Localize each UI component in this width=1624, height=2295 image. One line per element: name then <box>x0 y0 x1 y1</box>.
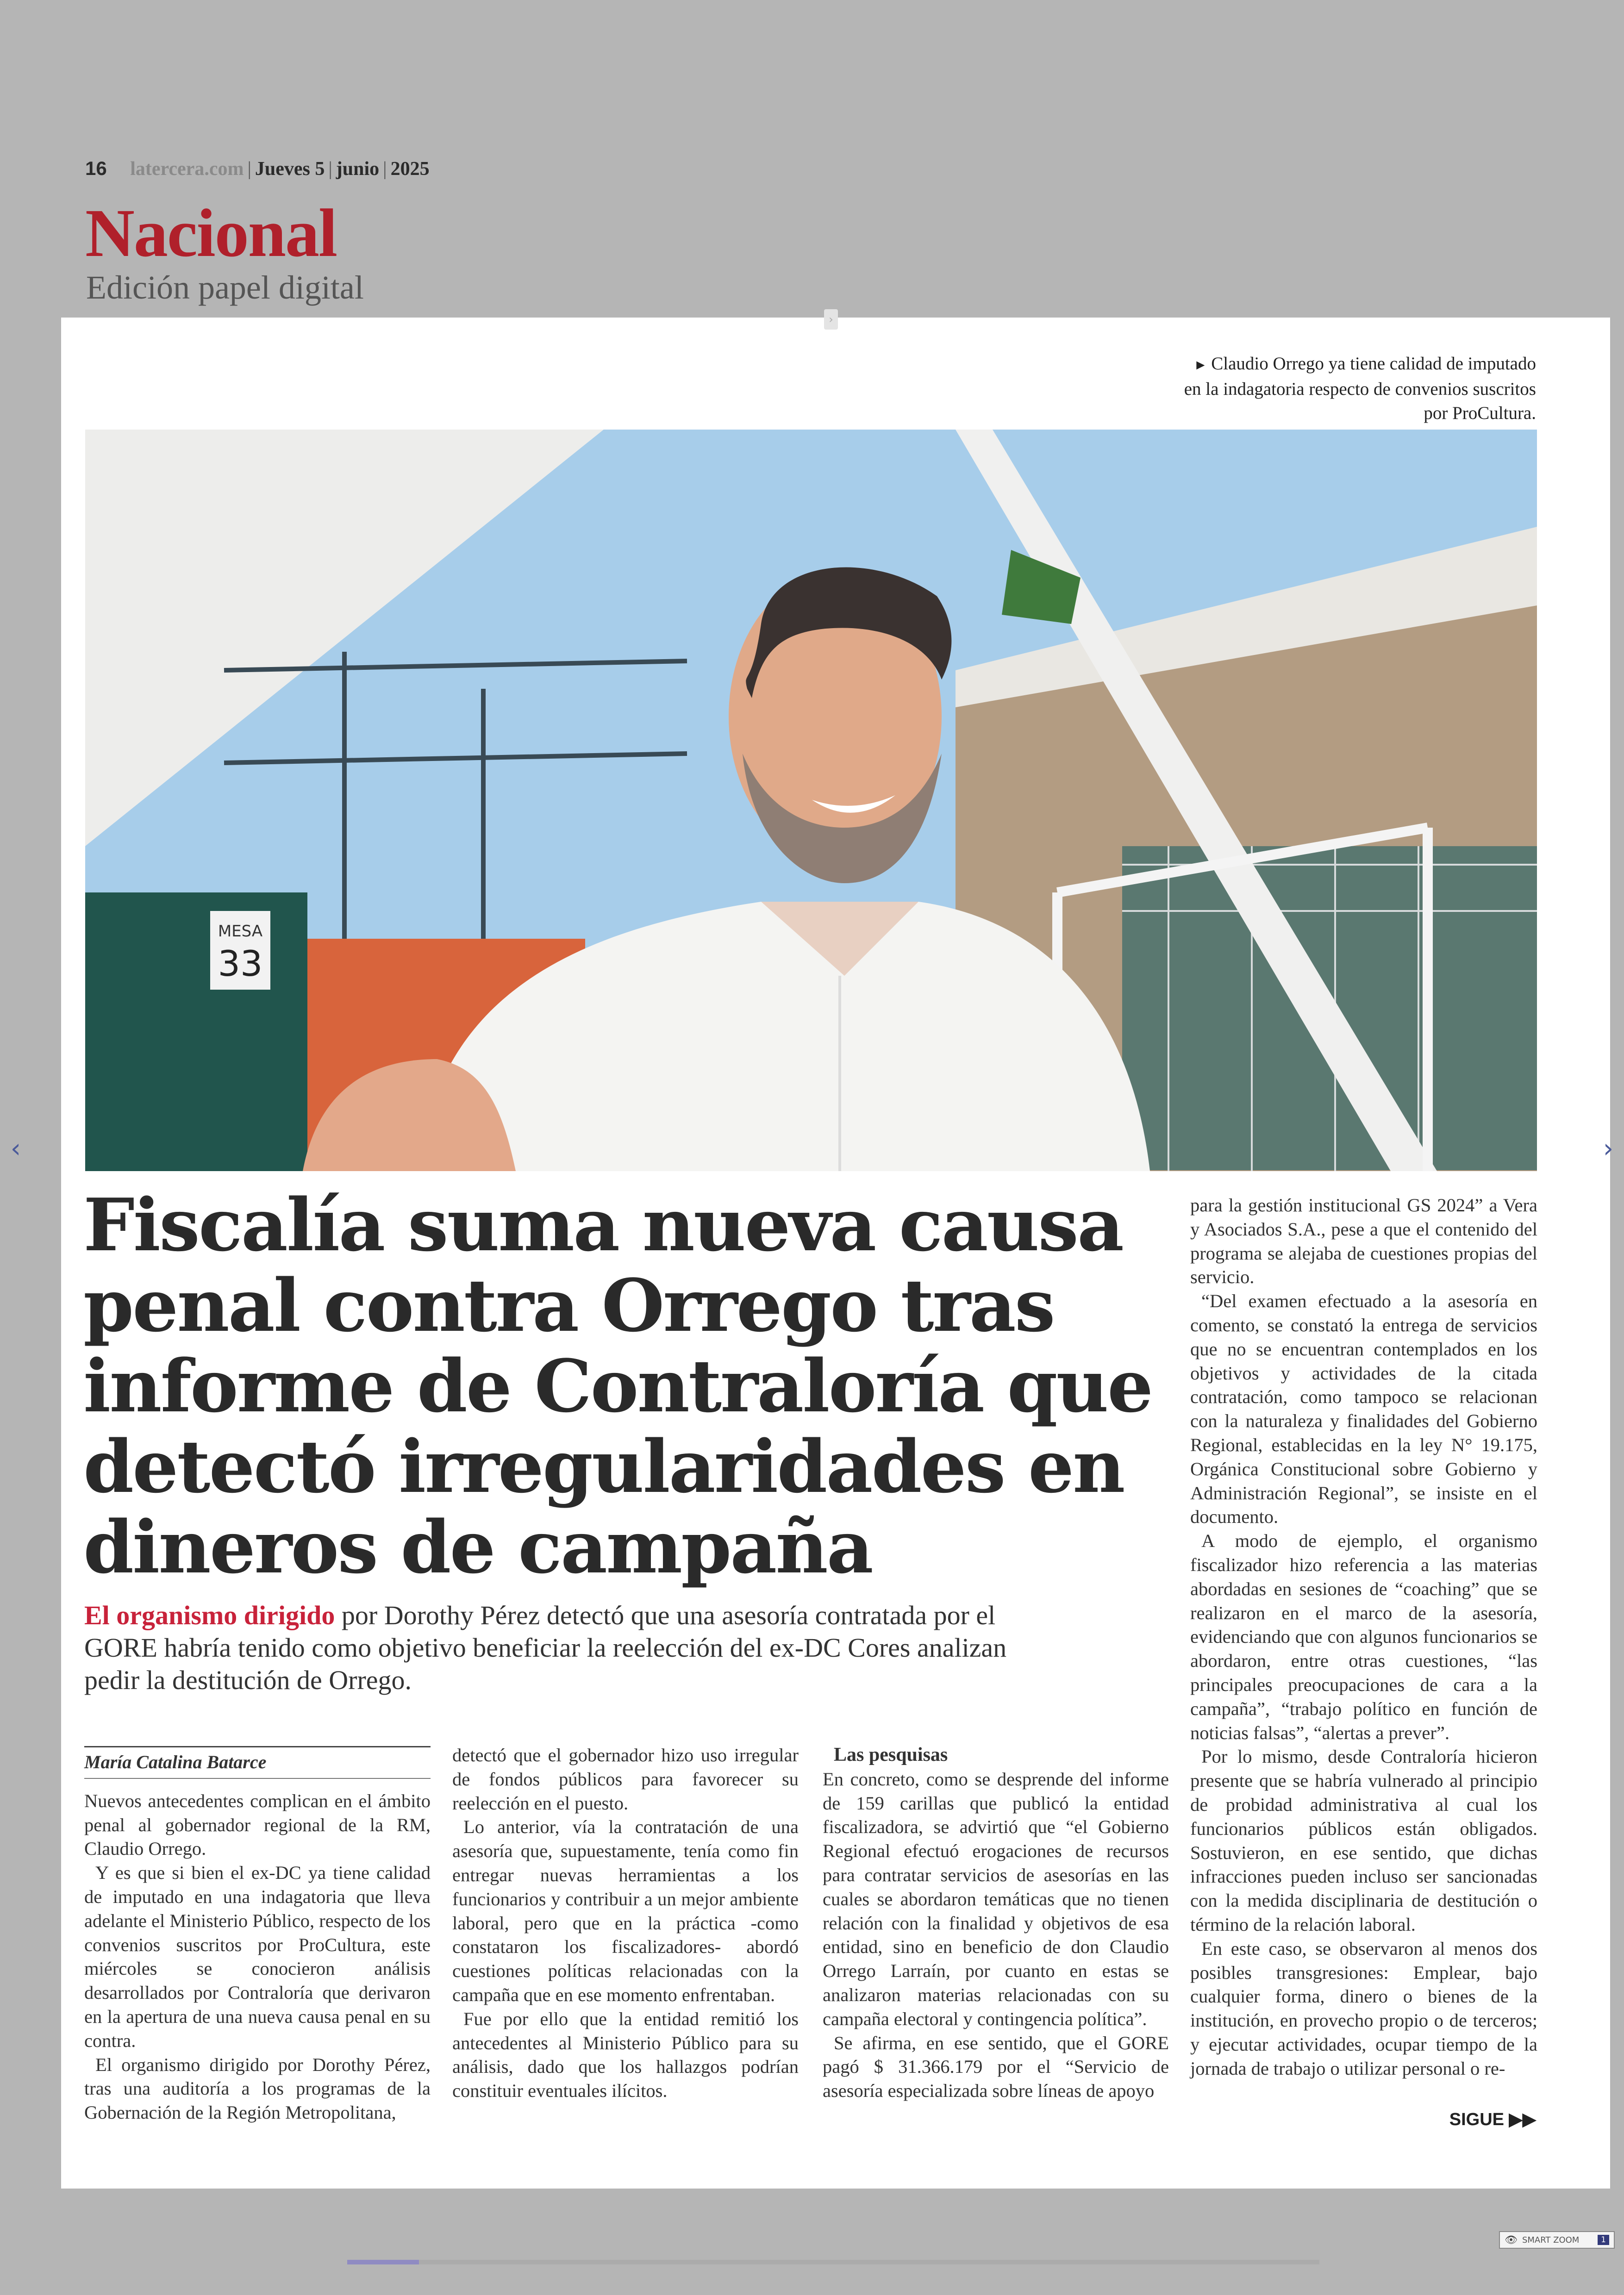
article-column-2 <box>452 1743 799 2103</box>
photo-sign-label: MESA <box>218 922 263 941</box>
byline: María Catalina Batarce <box>84 1746 431 1779</box>
smart-zoom-toggle[interactable] <box>1499 2231 1615 2249</box>
site-name: latercera.com <box>130 158 244 180</box>
deck-lead: El organismo dirigido <box>84 1600 335 1630</box>
article-headline: Fiscalía suma nueva causa penal contra Orrego tras informe de Contraloría que detectó irregularidades en dineros de campaña <box>83 1183 1152 1590</box>
article-column-4 <box>1190 1193 1537 2080</box>
photo-sign-number: 33 <box>218 943 263 984</box>
page-number: 16 <box>85 157 107 179</box>
article-photo <box>85 430 1537 1171</box>
smart-zoom-badge: 1 <box>1598 2235 1609 2245</box>
caption-marker-icon: ► <box>1193 357 1208 373</box>
paragraph: Se afirma, en ese sentido, que el GORE pagó $ 31.366.179 por el “Servicio de asesoría especializada sobre líneas de apoyo <box>823 2032 1169 2102</box>
paragraph: Lo anterior, vía la contratación de una asesoría que, supuestamente, tenía como fin entregar nuevas herramientas a los funcionarios y contribuir a un mejor ambiente laboral, pero que en la práctica -como constataron los fiscalizadores- abordó cuestiones políticas relacionadas con la campaña que en ese momento enfrentaban. <box>452 1816 799 2005</box>
paragraph: para la gestión institucional GS 2024” a Vera y Asociados S.A., pese a que el contenido del programa se alejaba de cuestiones propias del servicio. <box>1190 1195 1537 1288</box>
page-progress-bar[interactable] <box>347 2260 1319 2264</box>
paragraph: En concreto, como se desprende del informe de 159 carillas que publicó la entidad fiscalizadora, se advirtió que “el Gobierno Regional efectuó erogaciones de recursos para contratar servicios de asesorías en las cuales se abordaron temáticas que no tienen relación con la finalidad y objetivos de esa entidad, sino en beneficio de don Claudio Orrego Larraín, por cuanto en estas se analizaron materias relacionadas con su campaña electoral y contingencia política”. <box>823 1768 1169 2029</box>
paragraph: El organismo dirigido por Dorothy Pérez, tras una auditoría a los programas de la Gobernación de la Región Metropolitana, <box>84 2054 431 2123</box>
subheading: Las pesquisas <box>834 1744 948 1765</box>
photo-illustration <box>85 430 1537 1171</box>
deck-text: por Dorothy Pérez detectó que una asesoría contratada por el GORE habría tenido como objetivo beneficiar la reelección del ex-DC Cores analizan pedir la destitución de Orrego. <box>84 1600 1007 1695</box>
paragraph: En este caso, se observaron al menos dos posibles transgresiones: Emplear, bajo cualquier forma, dinero o bienes de la institución, en provecho propio o de terceros; y ejecutar actividades, ocupar tiempo de la jornada de trabajo o utilizar personal o re- <box>1190 1938 1537 2079</box>
continue-label: SIGUE ▶▶ <box>1449 2110 1536 2129</box>
paragraph: Por lo mismo, desde Contraloría hicieron presente que se habría vulnerado al principio de probidad administrativa al cual los funcionarios públicos están obligados. Sostuvieron, en ese sentido, que dichas infracciones pueden incluso ser sancionadas con la medida disciplinaria de destitución o término de la relación laboral. <box>1190 1746 1537 1935</box>
previous-page-button[interactable]: ‹ <box>10 1134 21 1164</box>
caption-text: Claudio Orrego ya tiene calidad de imputado en la indagatoria respecto de convenios suscritos por ProCultura. <box>1184 354 1536 423</box>
article-column-1 <box>84 1746 431 2125</box>
article-column-3 <box>823 1743 1169 2103</box>
masthead-month: junio <box>336 158 380 180</box>
eye-icon: 👁 <box>1505 2234 1518 2246</box>
paragraph: Y es que si bien el ex-DC ya tiene calidad de imputado en una indagatoria que lleva adelante el Ministerio Público, respecto de los convenios suscritos por ProCultura, este miércoles se conocieron análisis desarrollados por Contraloría que derivaron en la apertura de una nueva causa penal en su contra. <box>84 1862 431 2051</box>
masthead: 16 latercera.com | Jueves 5 | junio | 2025 <box>85 157 430 180</box>
paragraph: “Del examen efectuado a la asesoría en comento, se constató la entrega de servicios que no se encuentran contemplados en los objetivos y actividades de la citada contratación, como tampoco se relacionan con la naturaleza y finalidades del Gobierno Regional, establecidas en la ley N° 19.175, Orgánica Constitucional sobre Gobierno y Administración Regional”, se insiste en el documento. <box>1190 1291 1537 1528</box>
paragraph: Nuevos antecedentes complican en el ámbito penal al gobernador regional de la RM, Claudio Orrego. <box>84 1790 431 1859</box>
paragraph: detectó que el gobernador hizo uso irregular de fondos públicos para favorecer su reelección en el puesto. <box>452 1745 799 1814</box>
article-deck <box>84 1599 1010 1696</box>
section-title: Nacional <box>85 195 337 271</box>
paragraph: Fue por ello que la entidad remitió los antecedentes al Ministerio Público para su análisis, dado que los hallazgos podrían constituir eventuales ilícitos. <box>452 2008 799 2102</box>
masthead-day: Jueves 5 <box>255 158 325 180</box>
photo-caption <box>1175 352 1536 425</box>
page-progress-fill <box>347 2260 419 2264</box>
next-page-button[interactable]: › <box>1603 1134 1614 1164</box>
edition-subtitle: Edición papel digital <box>86 269 364 306</box>
paragraph: A modo de ejemplo, el organismo fiscalizador hizo referencia a las materias abordadas en sesiones de “coaching” que se realizaron en el marco de la asesoría, evidenciando que con algunos funcionarios se abordaron, entre otras cuestiones, “las principales preocupaciones de cara a la campaña”, “trabajo político en función de noticias falsas”, “alertas a prever”. <box>1190 1530 1537 1743</box>
page-top-handle[interactable]: › <box>824 309 838 330</box>
masthead-year: 2025 <box>390 158 430 180</box>
smart-zoom-label: SMART ZOOM <box>1522 2235 1580 2245</box>
